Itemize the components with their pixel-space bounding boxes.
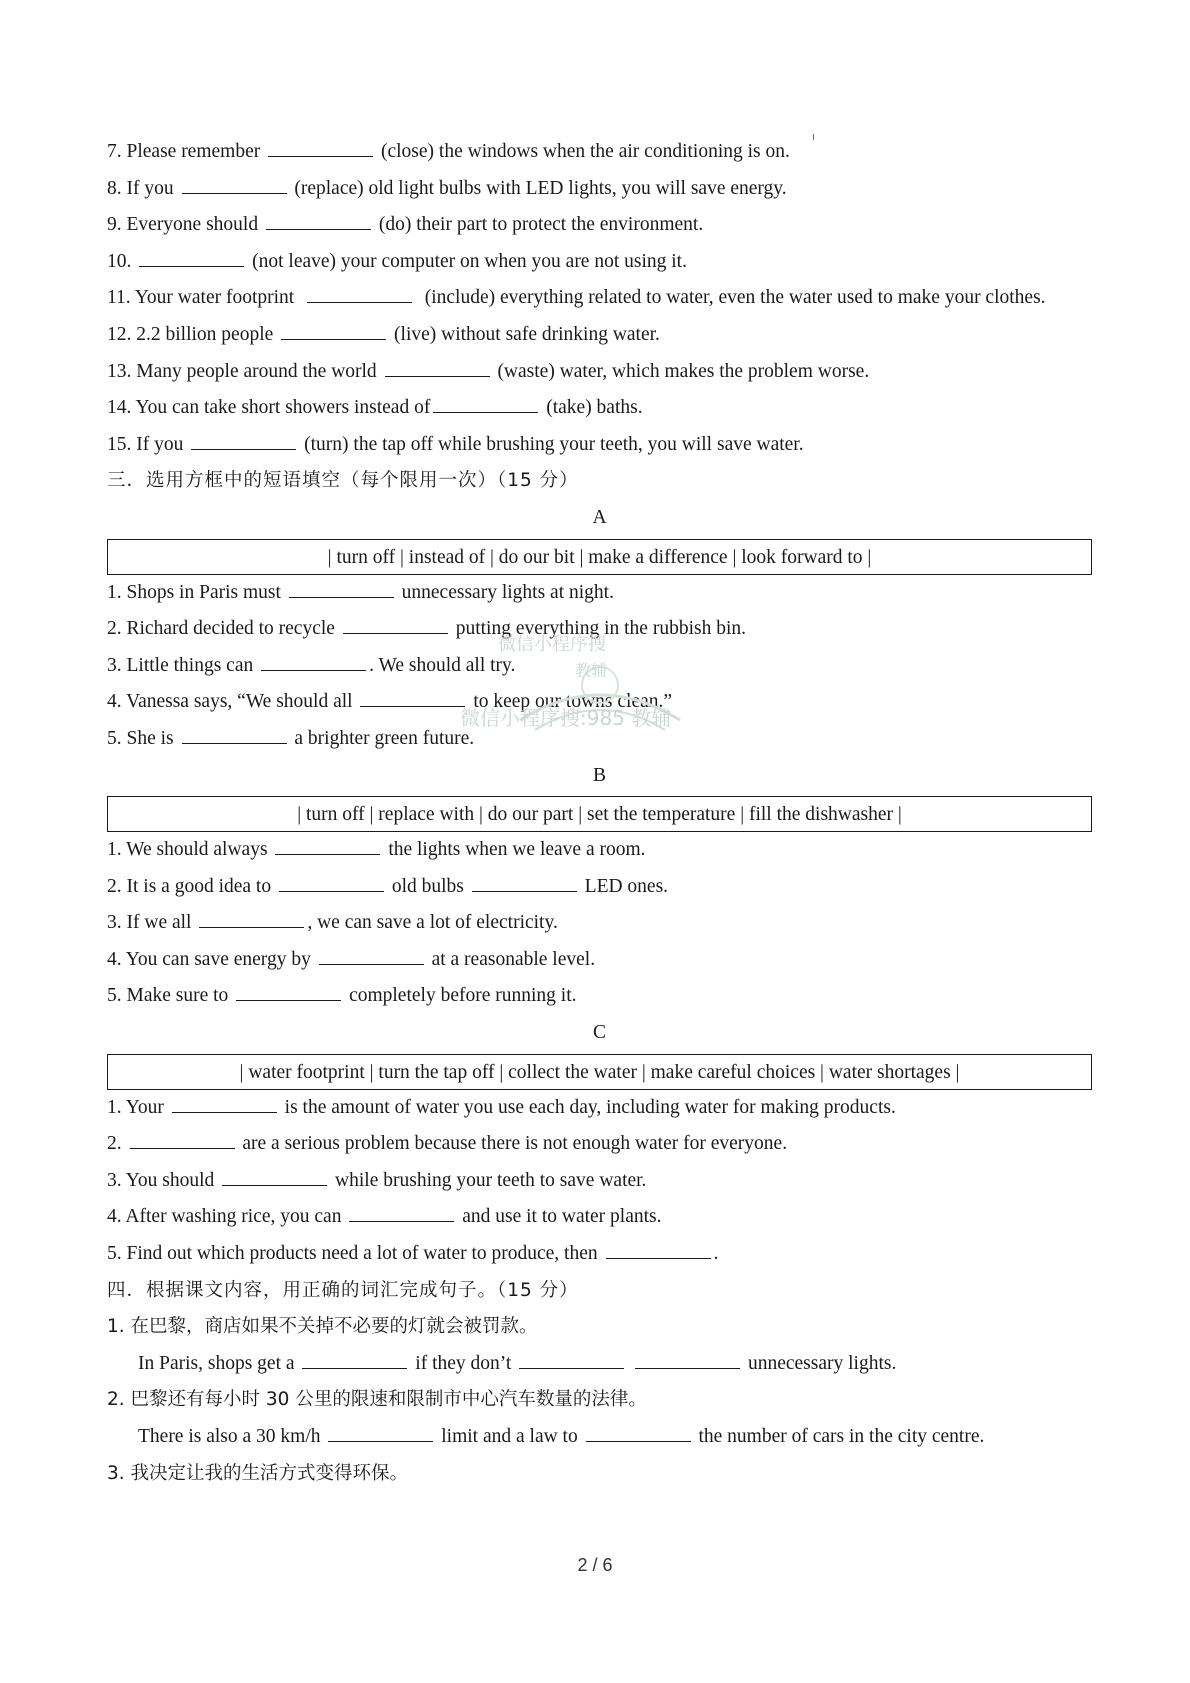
answer-blank[interactable] [433,394,538,413]
question-line: 14. You can take short showers instead of (take) baths. [107,390,1092,427]
question-line: 9. Everyone should (do) their part to protect the environment. [107,207,1092,244]
question-line: 7. Please remember (close) the windows when the air conditioning is on. [107,134,1092,171]
answer-blank[interactable] [606,1240,711,1259]
chinese-prompt: 1. 在巴黎，商店如果不关掉不必要的灯就会被罚款。 [107,1316,538,1338]
subsection-letter: B [592,764,606,786]
question-line: 15. If you (turn) the tap off while brushing your teeth, you will save water. [107,427,1092,464]
chinese-prompt: 2. 巴黎还有每小时 30 公里的限速和限制市中心汽车数量的法律。 [107,1389,647,1411]
subsection-letter: C [592,1022,606,1044]
answer-blank[interactable] [191,431,296,450]
question-line: 12. 2.2 billion people (live) without safe drinking water. [107,317,1092,354]
answer-blank[interactable] [307,284,412,303]
answer-blank[interactable] [319,946,424,965]
answer-blank[interactable] [635,1350,740,1369]
question-line: 1. We should always the lights when we leave a room. [107,832,1092,869]
question-line: 5. She is a brighter green future. [107,721,1092,758]
question-line: 4. Vanessa says, “We should all to keep our towns clean.” [107,684,1092,721]
question-line: 1. Your is the amount of water you use each day, including water for making products. [107,1090,1092,1127]
subsection-letter: A [592,506,607,528]
answer-blank[interactable] [289,579,394,598]
question-line: 2. Richard decided to recycle putting everything in the rubbish bin. [107,611,1092,648]
answer-blank[interactable] [586,1423,691,1442]
translation-line: There is also a 30 km/h limit and a law to the number of cars in the city centre. [107,1419,1092,1456]
answer-blank[interactable] [302,1350,407,1369]
answer-blank[interactable] [172,1094,277,1113]
answer-blank[interactable] [281,321,386,340]
question-line: 3. If we all , we can save a lot of electricity. [107,905,1092,942]
answer-blank[interactable] [328,1423,433,1442]
answer-blank[interactable] [261,652,366,671]
answer-blank[interactable] [222,1167,327,1186]
watermark-text: 教辅 [575,661,608,680]
question-line: 13. Many people around the world (waste) water, which makes the problem worse. [107,354,1092,391]
word-box: | turn off | instead of | do our bit | make a difference | look forward to | [107,539,1092,575]
answer-blank[interactable] [472,873,577,892]
word-box: | turn off | replace with | do our part | set the temperature | fill the dishwasher | [107,796,1092,832]
word-box: | water footprint | turn the tap off | collect the water | make careful choices | water shortages | [107,1054,1092,1090]
answer-blank[interactable] [343,615,448,634]
answer-blank[interactable] [266,211,371,230]
question-line: 5. Find out which products need a lot of water to produce, then . [107,1236,1092,1273]
question-line: 3. Little things can . We should all try. [107,648,1092,685]
answer-blank[interactable] [275,836,380,855]
watermark-text: 微信小程序搜:985 教辅 [460,706,672,730]
question-line: 2. It is a good idea to old bulbs LED ones. [107,869,1092,906]
question-line: 4. After washing rice, you can and use it to water plants. [107,1199,1092,1236]
answer-blank[interactable] [199,909,304,928]
question-line: 10. (not leave) your computer on when you are not using it. [107,244,1092,281]
answer-blank[interactable] [349,1203,454,1222]
watermark-text: 微信小程序搜 [498,634,606,655]
translation-line: In Paris, shops get a if they don’t unnecessary lights. [107,1346,1092,1383]
answer-blank[interactable] [236,982,341,1001]
question-line: 3. You should while brushing your teeth to save water. [107,1163,1092,1200]
answer-blank[interactable] [139,248,244,267]
section-heading: 三．选用方框中的短语填空（每个限用一次）（15 分） [107,470,579,492]
question-line: 2. are a serious problem because there is not enough water for everyone. [107,1126,1092,1163]
section-heading: 四．根据课文内容，用正确的词汇完成句子。（15 分） [107,1279,579,1301]
answer-blank[interactable] [385,358,490,377]
page-number: 2 / 6 [577,1555,613,1575]
answer-blank[interactable] [519,1350,624,1369]
worksheet-page [107,134,1092,1492]
answer-blank[interactable] [268,138,373,157]
question-line: 4. You can save energy by at a reasonable level. [107,942,1092,979]
question-line: 5. Make sure to completely before running it. [107,978,1092,1015]
question-line: 11. Your water footprint (include) everything related to water, even the water used to make your clothes. [107,280,1092,317]
question-line: 8. If you (replace) old light bulbs with LED lights, you will save energy. [107,171,1092,208]
answer-blank[interactable] [130,1130,235,1149]
answer-blank[interactable] [360,688,465,707]
answer-blank[interactable] [182,725,287,744]
answer-blank[interactable] [279,873,384,892]
question-line: 1. Shops in Paris must unnecessary lights at night. [107,575,1092,612]
chinese-prompt: 3. 我决定让我的生活方式变得环保。 [107,1462,409,1484]
answer-blank[interactable] [182,175,287,194]
